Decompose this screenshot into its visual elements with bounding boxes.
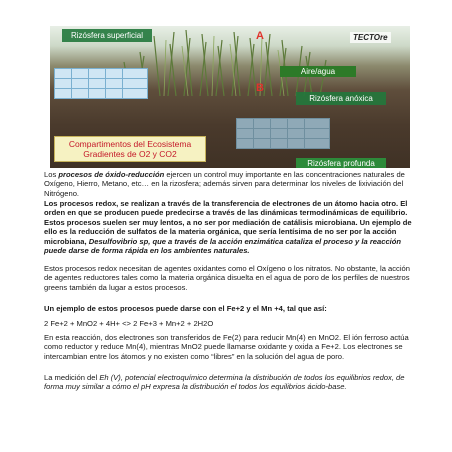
paragraph-2: Los procesos redox, se realizan a través de la transferencia de electrones de un átomo hacia otro. El orden en que se producen puede predecirse a través de las dinámicas termodinámicas de equilibrio. Estos procesos suelen ser muy lentos, a no ser por mediación de catálisis microbiana. Un ejemplo de ello es la reducción de sulfatos de la materia orgánica, que sería lentísima de no ser por la acción microbiana, Desulfovibrio sp, que a través de la acción enzimática cataliza el proceso y la reacción puede darse de forma rápida en los ambientes naturales. [44, 199, 412, 256]
label-anoxic: Rizósfera anóxica [296, 92, 386, 105]
equation: 2 Fe+2 + MnO2 + 4H+ <> 2 Fe+3 + Mn+2 + 2H2O [44, 319, 214, 328]
letter-b: B [256, 82, 264, 94]
letter-a: A [256, 30, 264, 42]
label-air-water: Aire/agua [280, 66, 356, 77]
paragraph-3: Estos procesos redox necesitan de agentes oxidantes como el Oxígeno o los nitratos. No obstante, la acción de agentes reductores tales como la materia orgánica disuelta en el agua de poro de los perfiles de nuestros greens también da lugar a estos procesos. [44, 264, 410, 292]
paragraph-4: Un ejemplo de estos procesos puede darse con el Fe+2 y el Mn +4, tal que así: [44, 304, 327, 313]
paragraph-6: La medición del Eh (V), potencial electroquímico determina la distribución de todos los equilibrios redox, de forma muy similar a cómo el pH expresa la distribución el todos los equilibrios ácido-base. [44, 373, 405, 392]
redox-table-upper [54, 68, 148, 99]
paragraph-1: Los procesos de óxido-reducción ejercen un control muy importante en las concentraciones naturales de Oxígeno, Hierro, Metano, etc… en la rizosfera; además sirven para determinar los niveles de lixiviación del Nitrógeno. [44, 170, 405, 198]
logo: TECTOre [350, 32, 391, 43]
redox-table-lower [236, 118, 330, 149]
paragraph-5: En esta reacción, dos electrones son transferidos de Fe(2) para reducir Mn(4) en MnO2. El ión ferroso actúa como reductor y reduce Mn(4), mientras MnO2 puede llamarse oxidante y oxida a Fe+2. Los electrones se intercambian entre los átomos y no existen como “libres” en la solución del agua de poro. [44, 333, 409, 361]
label-deep: Rizósfera profunda [296, 158, 386, 168]
compartments-caption: Compartimentos del Ecosistema Gradientes de O2 y CO2 [54, 136, 206, 162]
rhizosphere-figure [50, 26, 410, 168]
label-superficial: Rizósfera superficial [62, 29, 152, 42]
